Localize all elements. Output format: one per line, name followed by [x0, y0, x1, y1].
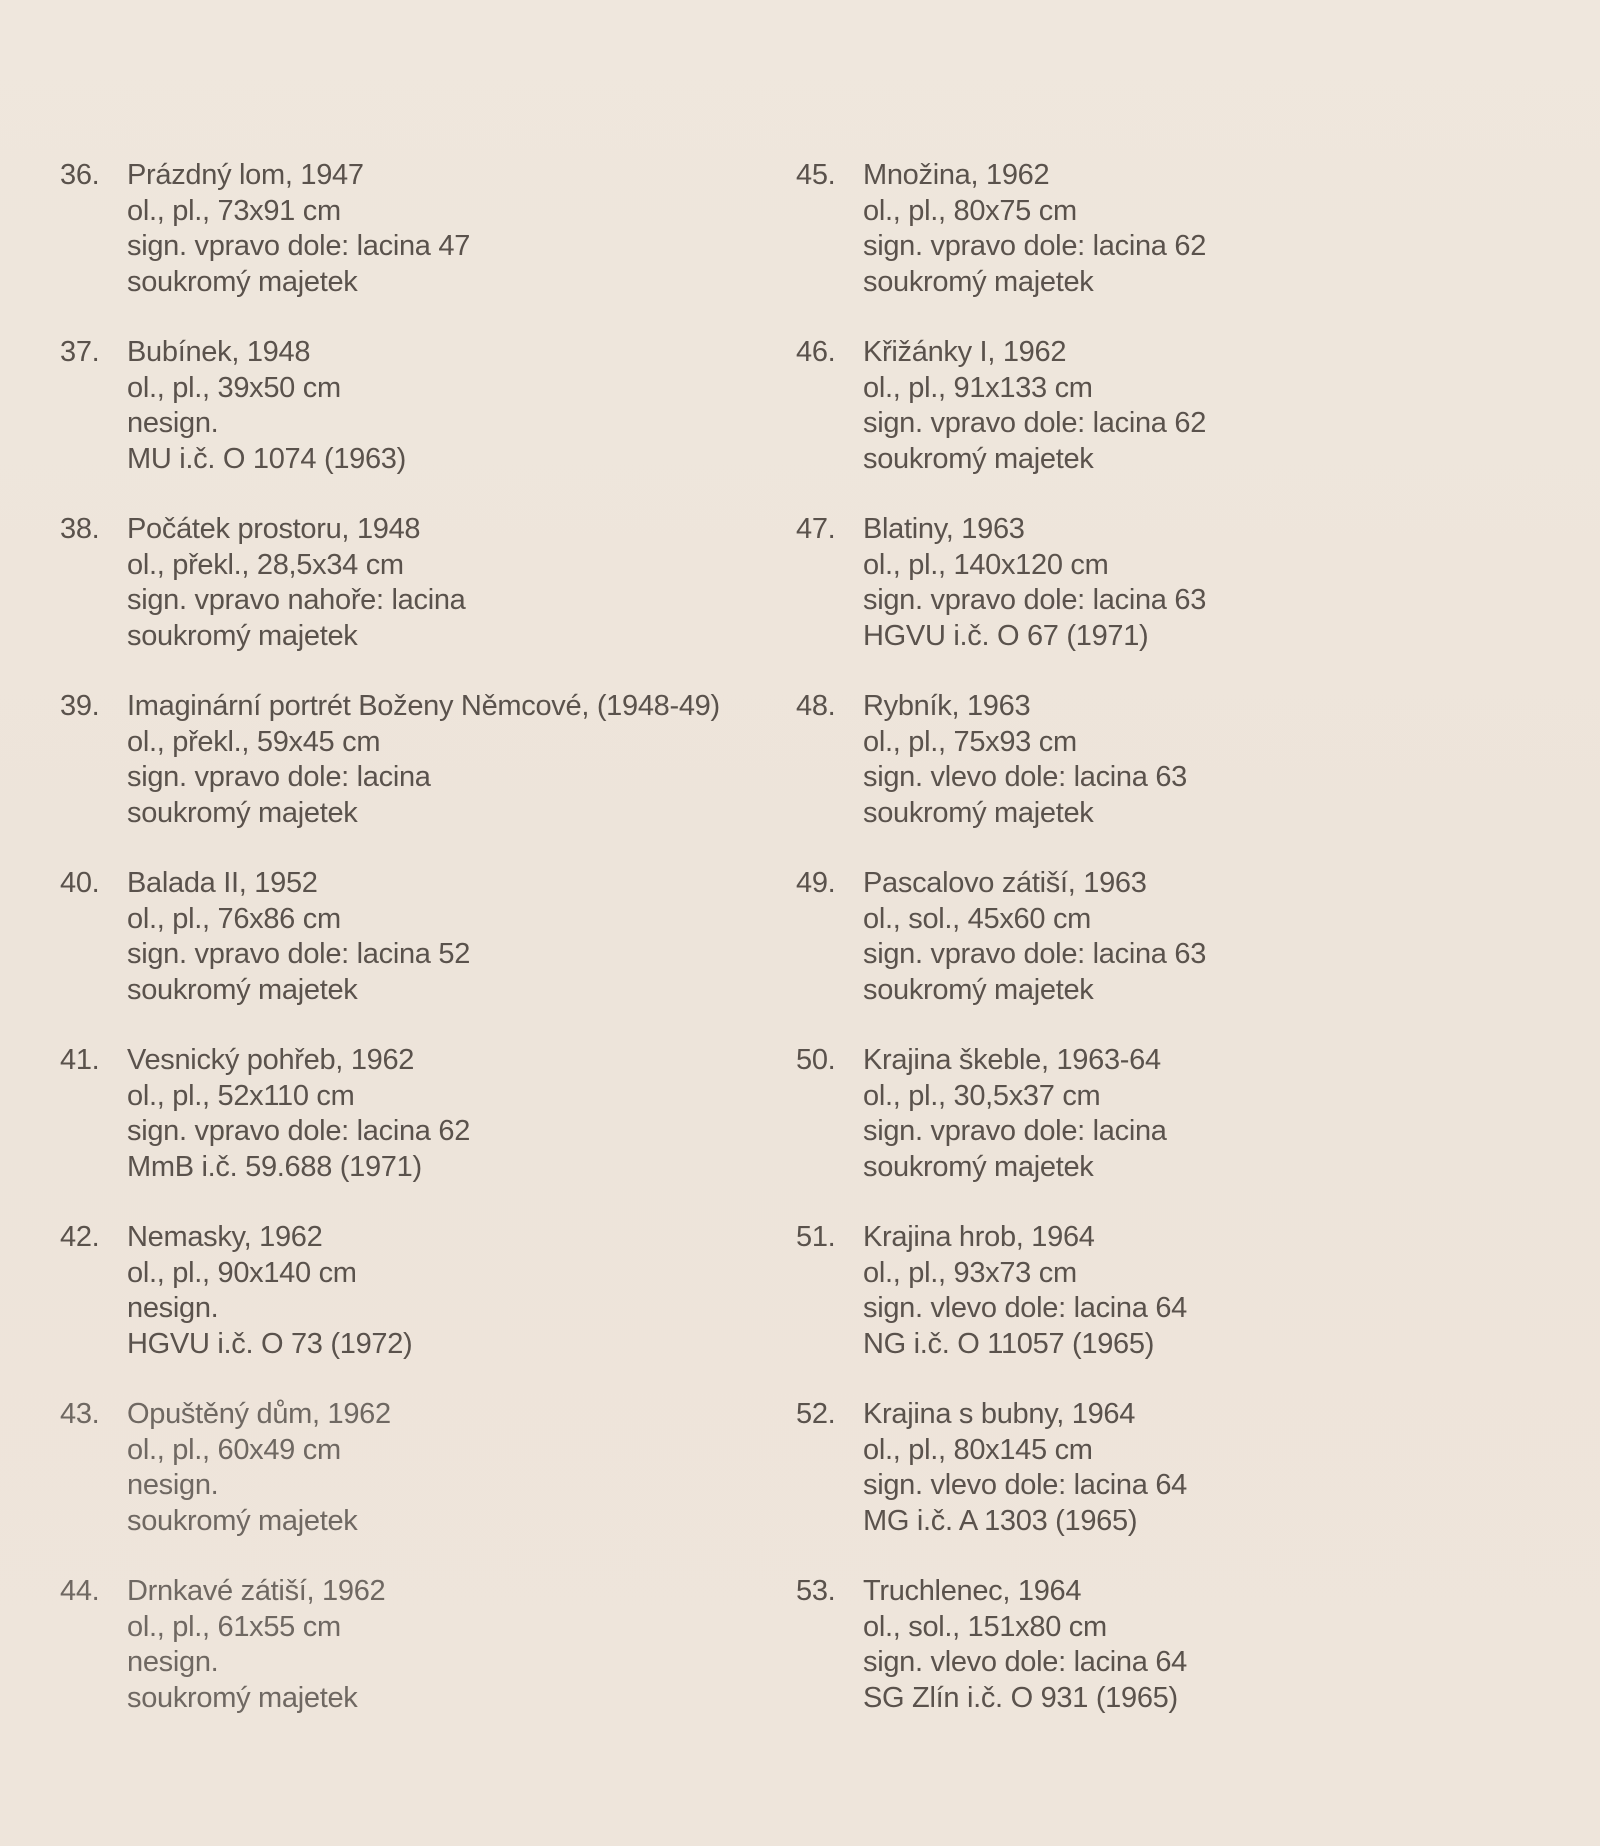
entry-title: Křižánky I, 1962 — [863, 336, 1067, 368]
entry-owner: HGVU i.č. O 73 (1972) — [127, 1327, 413, 1360]
entry-number: 39. — [60, 690, 100, 722]
catalogue-entry — [796, 1043, 1516, 1220]
entry-title: Balada II, 1952 — [127, 867, 318, 899]
entry-owner: MmB i.č. 59.688 (1971) — [127, 1150, 422, 1183]
entry-signature: sign. vpravo dole: lacina — [127, 761, 431, 793]
entry-number: 46. — [796, 336, 836, 368]
catalogue-column-left — [60, 158, 780, 1751]
entry-number: 42. — [60, 1221, 100, 1253]
entry-signature: sign. vlevo dole: lacina 64 — [863, 1646, 1187, 1678]
entry-number: 37. — [60, 336, 100, 368]
entry-owner: SG Zlín i.č. O 931 (1965) — [863, 1681, 1178, 1714]
entry-signature: sign. vpravo dole: lacina 62 — [863, 407, 1207, 439]
entry-owner: soukromý majetek — [127, 1681, 358, 1714]
entry-signature: sign. vpravo dole: lacina — [863, 1115, 1167, 1147]
entry-medium: ol., sol., 45x60 cm — [863, 902, 1092, 935]
catalogue-entry — [796, 1220, 1516, 1397]
entry-medium: ol., pl., 39x50 cm — [127, 371, 341, 404]
catalogue-entry — [60, 866, 780, 1043]
entry-title: Počátek prostoru, 1948 — [127, 513, 421, 545]
entry-number: 50. — [796, 1044, 836, 1076]
catalogue-entry — [796, 689, 1516, 866]
entry-owner: soukromý majetek — [863, 973, 1094, 1006]
entry-number: 43. — [60, 1398, 100, 1430]
catalogue-entry — [796, 1574, 1516, 1751]
catalogue-entry — [60, 158, 780, 335]
entry-number: 48. — [796, 690, 836, 722]
entry-title: Krajina hrob, 1964 — [863, 1221, 1095, 1253]
entry-owner: soukromý majetek — [127, 1504, 358, 1537]
entry-number: 52. — [796, 1398, 836, 1430]
entry-medium: ol., pl., 140x120 cm — [863, 548, 1109, 581]
catalogue-entry — [60, 1220, 780, 1397]
entry-number: 38. — [60, 513, 100, 545]
entry-number: 40. — [60, 867, 100, 899]
entry-medium: ol., pl., 52x110 cm — [127, 1079, 355, 1112]
entry-owner: soukromý majetek — [127, 265, 358, 298]
catalogue-entry — [796, 335, 1516, 512]
entry-title: Prázdný lom, 1947 — [127, 159, 364, 191]
entry-signature: nesign. — [127, 1292, 219, 1324]
entry-owner: soukromý majetek — [863, 265, 1094, 298]
catalogue-entry — [60, 1574, 780, 1751]
entry-medium: ol., pl., 90x140 cm — [127, 1256, 357, 1289]
entry-medium: ol., pl., 75x93 cm — [863, 725, 1077, 758]
entry-number: 44. — [60, 1575, 100, 1607]
entry-number: 36. — [60, 159, 100, 191]
entry-signature: sign. vpravo dole: lacina 62 — [127, 1115, 471, 1147]
entry-signature: sign. vpravo dole: lacina 52 — [127, 938, 471, 970]
catalogue-entry — [60, 1043, 780, 1220]
entry-medium: ol., pl., 73x91 cm — [127, 194, 341, 227]
entry-signature: sign. vpravo nahoře: lacina — [127, 584, 466, 616]
entry-number: 41. — [60, 1044, 100, 1076]
catalogue-entry — [60, 335, 780, 512]
entry-title: Pascalovo zátiší, 1963 — [863, 867, 1147, 899]
entry-owner: soukromý majetek — [863, 796, 1094, 829]
entry-signature: nesign. — [127, 407, 219, 439]
entry-medium: ol., pl., 76x86 cm — [127, 902, 341, 935]
entry-title: Drnkavé zátiší, 1962 — [127, 1575, 386, 1607]
entry-medium: ol., pl., 93x73 cm — [863, 1256, 1077, 1289]
entry-owner: soukromý majetek — [127, 619, 358, 652]
entry-title: Opuštěný dům, 1962 — [127, 1398, 391, 1430]
catalogue-entry — [796, 512, 1516, 689]
entry-medium: ol., pl., 80x75 cm — [863, 194, 1077, 227]
entry-signature: nesign. — [127, 1469, 219, 1501]
entry-signature: sign. vlevo dole: lacina 64 — [863, 1469, 1187, 1501]
entry-signature: sign. vpravo dole: lacina 63 — [863, 938, 1207, 970]
entry-title: Krajina škeble, 1963-64 — [863, 1044, 1161, 1076]
entry-medium: ol., překl., 59x45 cm — [127, 725, 381, 758]
entry-signature: sign. vlevo dole: lacina 64 — [863, 1292, 1187, 1324]
entry-number: 47. — [796, 513, 836, 545]
entry-owner: soukromý majetek — [863, 1150, 1094, 1183]
entry-number: 53. — [796, 1575, 836, 1607]
entry-title: Vesnický pohřeb, 1962 — [127, 1044, 415, 1076]
entry-medium: ol., pl., 80x145 cm — [863, 1433, 1093, 1466]
entry-medium: ol., pl., 60x49 cm — [127, 1433, 341, 1466]
entry-owner: NG i.č. O 11057 (1965) — [863, 1327, 1155, 1360]
entry-medium: ol., překl., 28,5x34 cm — [127, 548, 404, 581]
entry-number: 45. — [796, 159, 836, 191]
entry-title: Imaginární portrét Boženy Němcové, (1948-49) — [127, 690, 720, 722]
catalogue-entry — [796, 158, 1516, 335]
entry-title: Bubínek, 1948 — [127, 336, 311, 368]
entry-owner: MU i.č. O 1074 (1963) — [127, 442, 406, 475]
entry-owner: MG i.č. A 1303 (1965) — [863, 1504, 1138, 1537]
entry-medium: ol., pl., 91x133 cm — [863, 371, 1093, 404]
entry-number: 49. — [796, 867, 836, 899]
catalogue-entry — [60, 512, 780, 689]
entry-signature: nesign. — [127, 1646, 219, 1678]
catalogue-entry — [796, 1397, 1516, 1574]
catalogue-column-right — [796, 158, 1516, 1751]
entry-title: Blatiny, 1963 — [863, 513, 1025, 545]
entry-medium: ol., pl., 30,5x37 cm — [863, 1079, 1101, 1112]
entry-title: Truchlenec, 1964 — [863, 1575, 1082, 1607]
entry-signature: sign. vpravo dole: lacina 47 — [127, 230, 471, 262]
catalogue-entry — [60, 1397, 780, 1574]
entry-signature: sign. vlevo dole: lacina 63 — [863, 761, 1187, 793]
entry-medium: ol., pl., 61x55 cm — [127, 1610, 341, 1643]
entry-title: Krajina s bubny, 1964 — [863, 1398, 1136, 1430]
entry-signature: sign. vpravo dole: lacina 62 — [863, 230, 1207, 262]
entry-owner: soukromý majetek — [863, 442, 1094, 475]
entry-signature: sign. vpravo dole: lacina 63 — [863, 584, 1207, 616]
entry-owner: soukromý majetek — [127, 973, 358, 1006]
entry-owner: soukromý majetek — [127, 796, 358, 829]
entry-medium: ol., sol., 151x80 cm — [863, 1610, 1107, 1643]
entry-title: Nemasky, 1962 — [127, 1221, 323, 1253]
entry-title: Rybník, 1963 — [863, 690, 1031, 722]
entry-title: Množina, 1962 — [863, 159, 1050, 191]
entry-number: 51. — [796, 1221, 836, 1253]
catalogue-entry — [60, 689, 780, 866]
catalogue-entry — [796, 866, 1516, 1043]
entry-owner: HGVU i.č. O 67 (1971) — [863, 619, 1149, 652]
